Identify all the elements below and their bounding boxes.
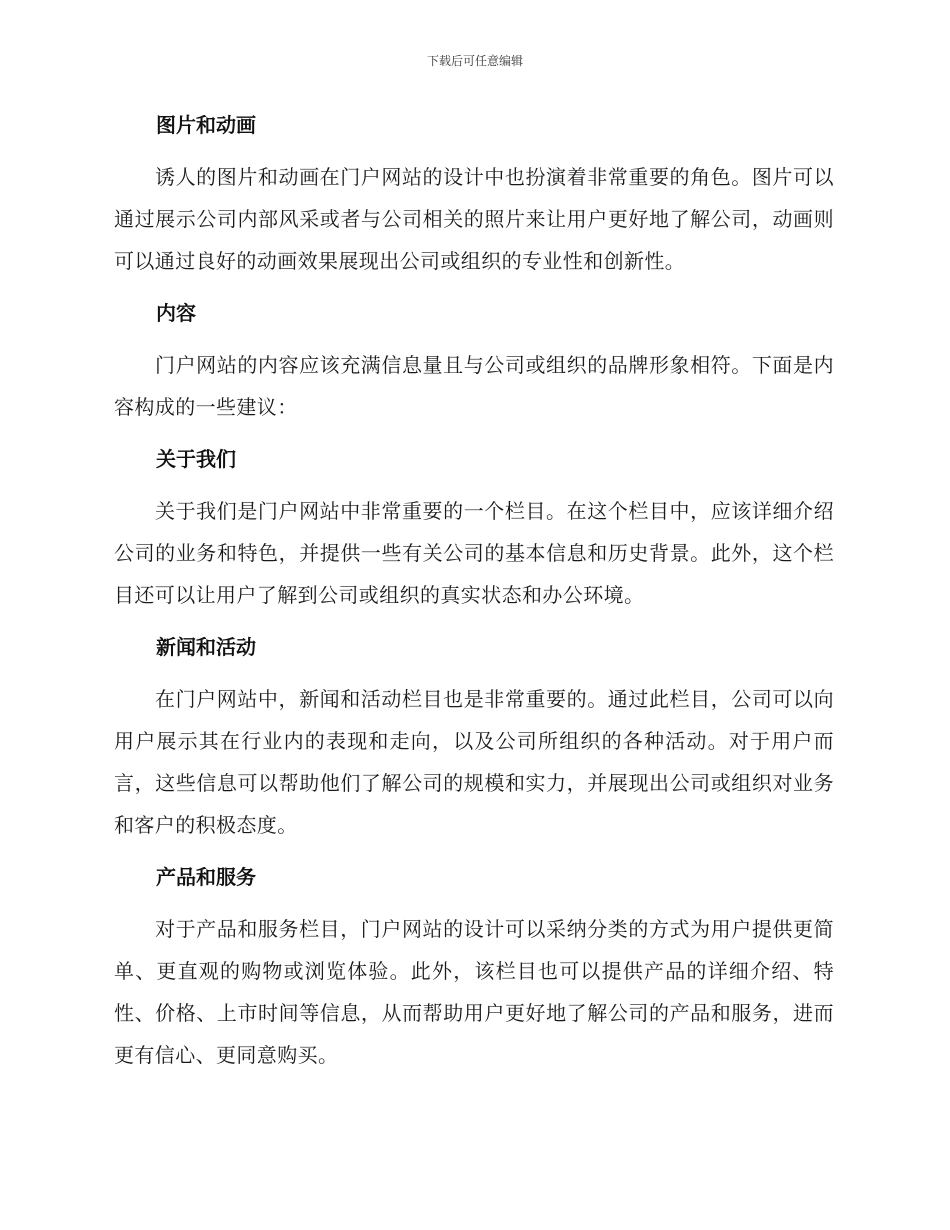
section-heading-about-us: 关于我们 xyxy=(156,447,236,471)
section-paragraph-products-services: 对于产品和服务栏目，门户网站的设计可以采纳分类的方式为用户提供更简单、更直观的购物或浏览体验。此外，该栏目也可以提供产品的详细介绍、特性、价格、上市时间等信息，从而帮助用户更好地了解公司的产品和服务，进而更有信心、更同意购买。 xyxy=(114,917,834,1067)
section-heading-content: 内容 xyxy=(156,301,196,325)
section-paragraph-news-events: 在门户网站中，新闻和活动栏目也是非常重要的。通过此栏目，公司可以向用户展示其在行业内的表现和走向，以及公司所组织的各种活动。对于用户而言，这些信息可以帮助他们了解公司的规模和实力，并展现出公司或组织对业务和客户的积极态度。 xyxy=(114,687,834,837)
section-heading-news-events: 新闻和活动 xyxy=(156,635,256,659)
document-body xyxy=(114,104,834,1086)
section-heading-images-animation: 图片和动画 xyxy=(156,113,256,137)
section-paragraph-about-us: 关于我们是门户网站中非常重要的一个栏目。在这个栏目中，应该详细介绍公司的业务和特色，并提供一些有关公司的基本信息和历史背景。此外，这个栏目还可以让用户了解到公司或组织的真实状态和办公环境。 xyxy=(114,499,834,607)
section-paragraph-images-animation: 诱人的图片和动画在门户网站的设计中也扮演着非常重要的角色。图片可以通过展示公司内部风采或者与公司相关的照片来让用户更好地了解公司，动画则可以通过良好的动画效果展现出公司或组织的专业性和创新性。 xyxy=(114,165,834,273)
section-heading-products-services: 产品和服务 xyxy=(156,865,256,889)
section-paragraph-content: 门户网站的内容应该充满信息量且与公司或组织的品牌形象相符。下面是内容构成的一些建议： xyxy=(114,353,834,419)
page-header: 下载后可任意编辑 xyxy=(426,54,523,68)
